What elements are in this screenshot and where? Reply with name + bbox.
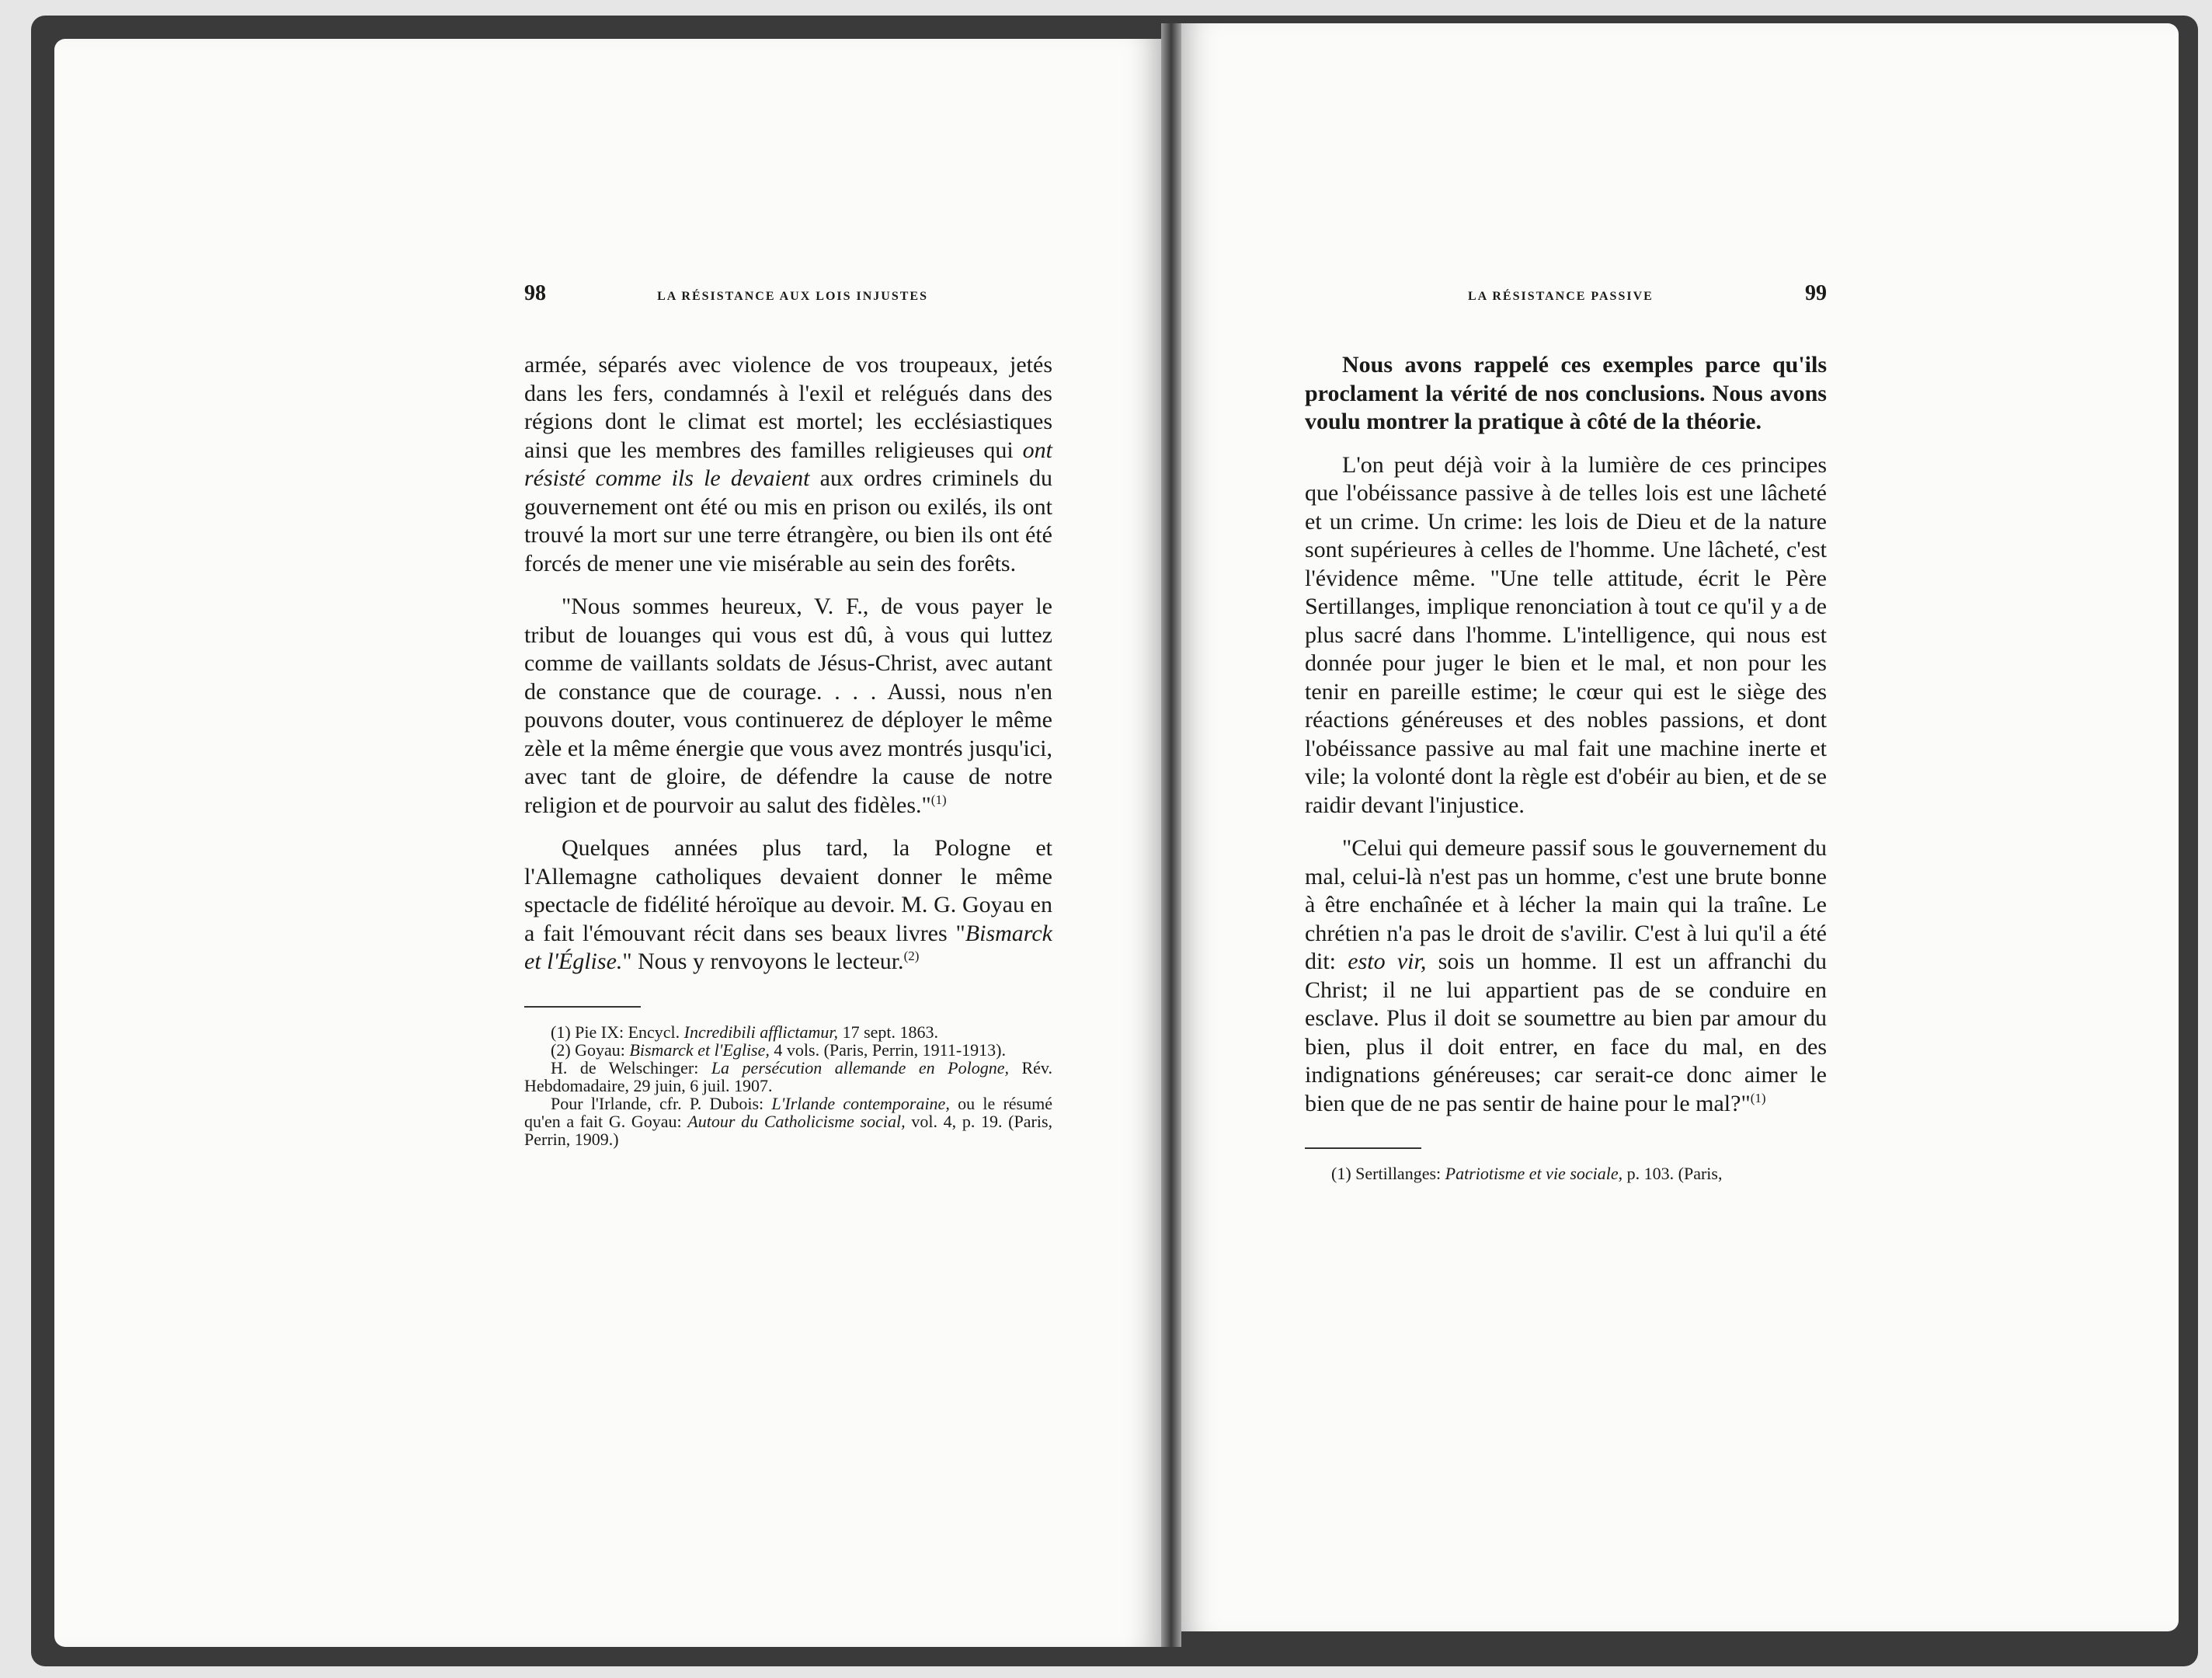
left-page-column <box>524 280 1052 1148</box>
right-page-column <box>1305 280 1827 1182</box>
book-gutter <box>1161 23 1181 1647</box>
right-running-title: LA RÉSISTANCE PASSIVE <box>1468 290 1654 303</box>
footnote-2: (2) Goyau: Bismarck et l'Eglise, 4 vols. (Paris, Perrin, 1911-1913). <box>551 1039 1006 1060</box>
footnote-ref: (2) <box>903 949 920 963</box>
footnote-3: H. de Welschinger: La persécution allemande en Pologne, Rév. Hebdomadaire, 29 juin, 6 juil. 1907. <box>524 1057 1052 1095</box>
left-paragraph-2: "Nous sommes heureux, V. F., de vous payer le tribut de louanges qui vous est dû, à vous qui luttez comme de vaillants soldats de Jésus-Christ, avec autant de constance que de courage. . . . Aussi, nous n'en pouvons douter, vous continuerez de déployer le même zèle et la même énergie que vous avez montrés jusqu'ici, avec tant de gloire, de défendre la cause de notre religion et de pourvoir au salut des fidèles."$^{(1)}$ <box>524 594 1052 818</box>
footnote-1: (1) Sertillanges: Patriotisme et vie sociale, p. 103. (Paris, <box>1331 1164 1723 1183</box>
footnote-divider <box>1305 1147 1421 1149</box>
footnote-4: Pour l'Irlande, cfr. P. Dubois: L'Irlande contemporaine, ou le résumé qu'en a fait G. Goyau: Autour du Catholicisme social, vol. 4, p. 19. (Paris, Perrin, 1909.) <box>524 1093 1053 1149</box>
footnote-divider <box>524 1006 641 1008</box>
footnote-1: (1) Pie IX: Encycl. Incredibili afflictamur, 17 sept. 1863. <box>551 1022 939 1042</box>
right-footnotes <box>1305 1165 1827 1182</box>
left-footnotes <box>524 1023 1052 1148</box>
footnote-ref: (1) <box>930 792 947 807</box>
footnote-ref: (1) <box>1750 1090 1766 1105</box>
right-page-number: 99 <box>1805 281 1827 305</box>
left-running-title: LA RÉSISTANCE AUX LOIS INJUSTES <box>657 290 928 303</box>
right-running-head <box>1305 280 1827 314</box>
left-page-number: 98 <box>524 281 546 305</box>
right-paragraph-1: Nous avons rappelé ces exemples parce qu'ils proclament la vérité de nos conclusions. Nous avons voulu montrer la pratique à côté de la théorie. <box>1305 352 1827 434</box>
left-paragraph-3: Quelques années plus tard, la Pologne et l'Allemagne catholiques devaient donner le même spectacle de fidélité héroïque au devoir. M. G. Goyau en a fait l'émouvant récit dans ses beaux livres "Bismarck et l'Église." Nous y renvoyons le lecteur.$^{(2)}$ <box>524 835 1052 974</box>
right-paragraph-3: "Celui qui demeure passif sous le gouvernement du mal, celui-là n'est pas un homme, c'est une brute bonne à être enchaînée et à lécher la main qui la traîne. Le chrétien n'a pas le droit de s'avilir. C'est à lui qu'il a été dit: esto vir, sois un homme. Il est un affranchi du Christ; il ne lui appartient pas de se conduire en esclave. Plus il doit se soumettre au bien par amour du bien, plus il doit entrer, en face du mal, en des indignations généreuses; car serait-ce donc aimer le bien que de ne pas sentir de haine pour le mal?"$^{(1)}$ <box>1305 835 1828 1116</box>
left-running-head <box>524 280 1052 314</box>
right-paragraph-2: L'on peut déjà voir à la lumière de ces principes que l'obéissance passive à de telles lois est une lâcheté et un crime. Un crime: les lois de Dieu et de la nature sont supérieures à celles de l'homme. Une lâcheté, c'est l'évidence même. "Une telle attitude, écrit le Père Sertillanges, implique renonciation à tout ce qu'il y a de plus sacré dans l'homme. L'intelligence, qui nous est donnée pour juger le bien et le mal, et non pour les tenir en pareille estime; le cœur qui est le siège des réactions généreuses et des nobles passions, et dont l'obéissance passive au mal fait une machine inerte et vile; la volonté dont la règle est d'obéir au bien, et de se raidir devant l'injustice. <box>1305 451 1827 818</box>
left-paragraph-1: armée, séparés avec violence de vos troupeaux, jetés dans les fers, condamnés à l'exil et relégués dans des régions dont le climat est mortel; les ecclésiastiques ainsi que les membres des familles religieuses qui ont résisté comme ils le devaient aux ordres criminels du gouvernement ont été ou mis en prison ou exilés, ils ont trouvé la mort sur une terre étrangère, ou bien ils ont été forcés de mener une vie misérable au sein des forêts. <box>524 352 1052 576</box>
